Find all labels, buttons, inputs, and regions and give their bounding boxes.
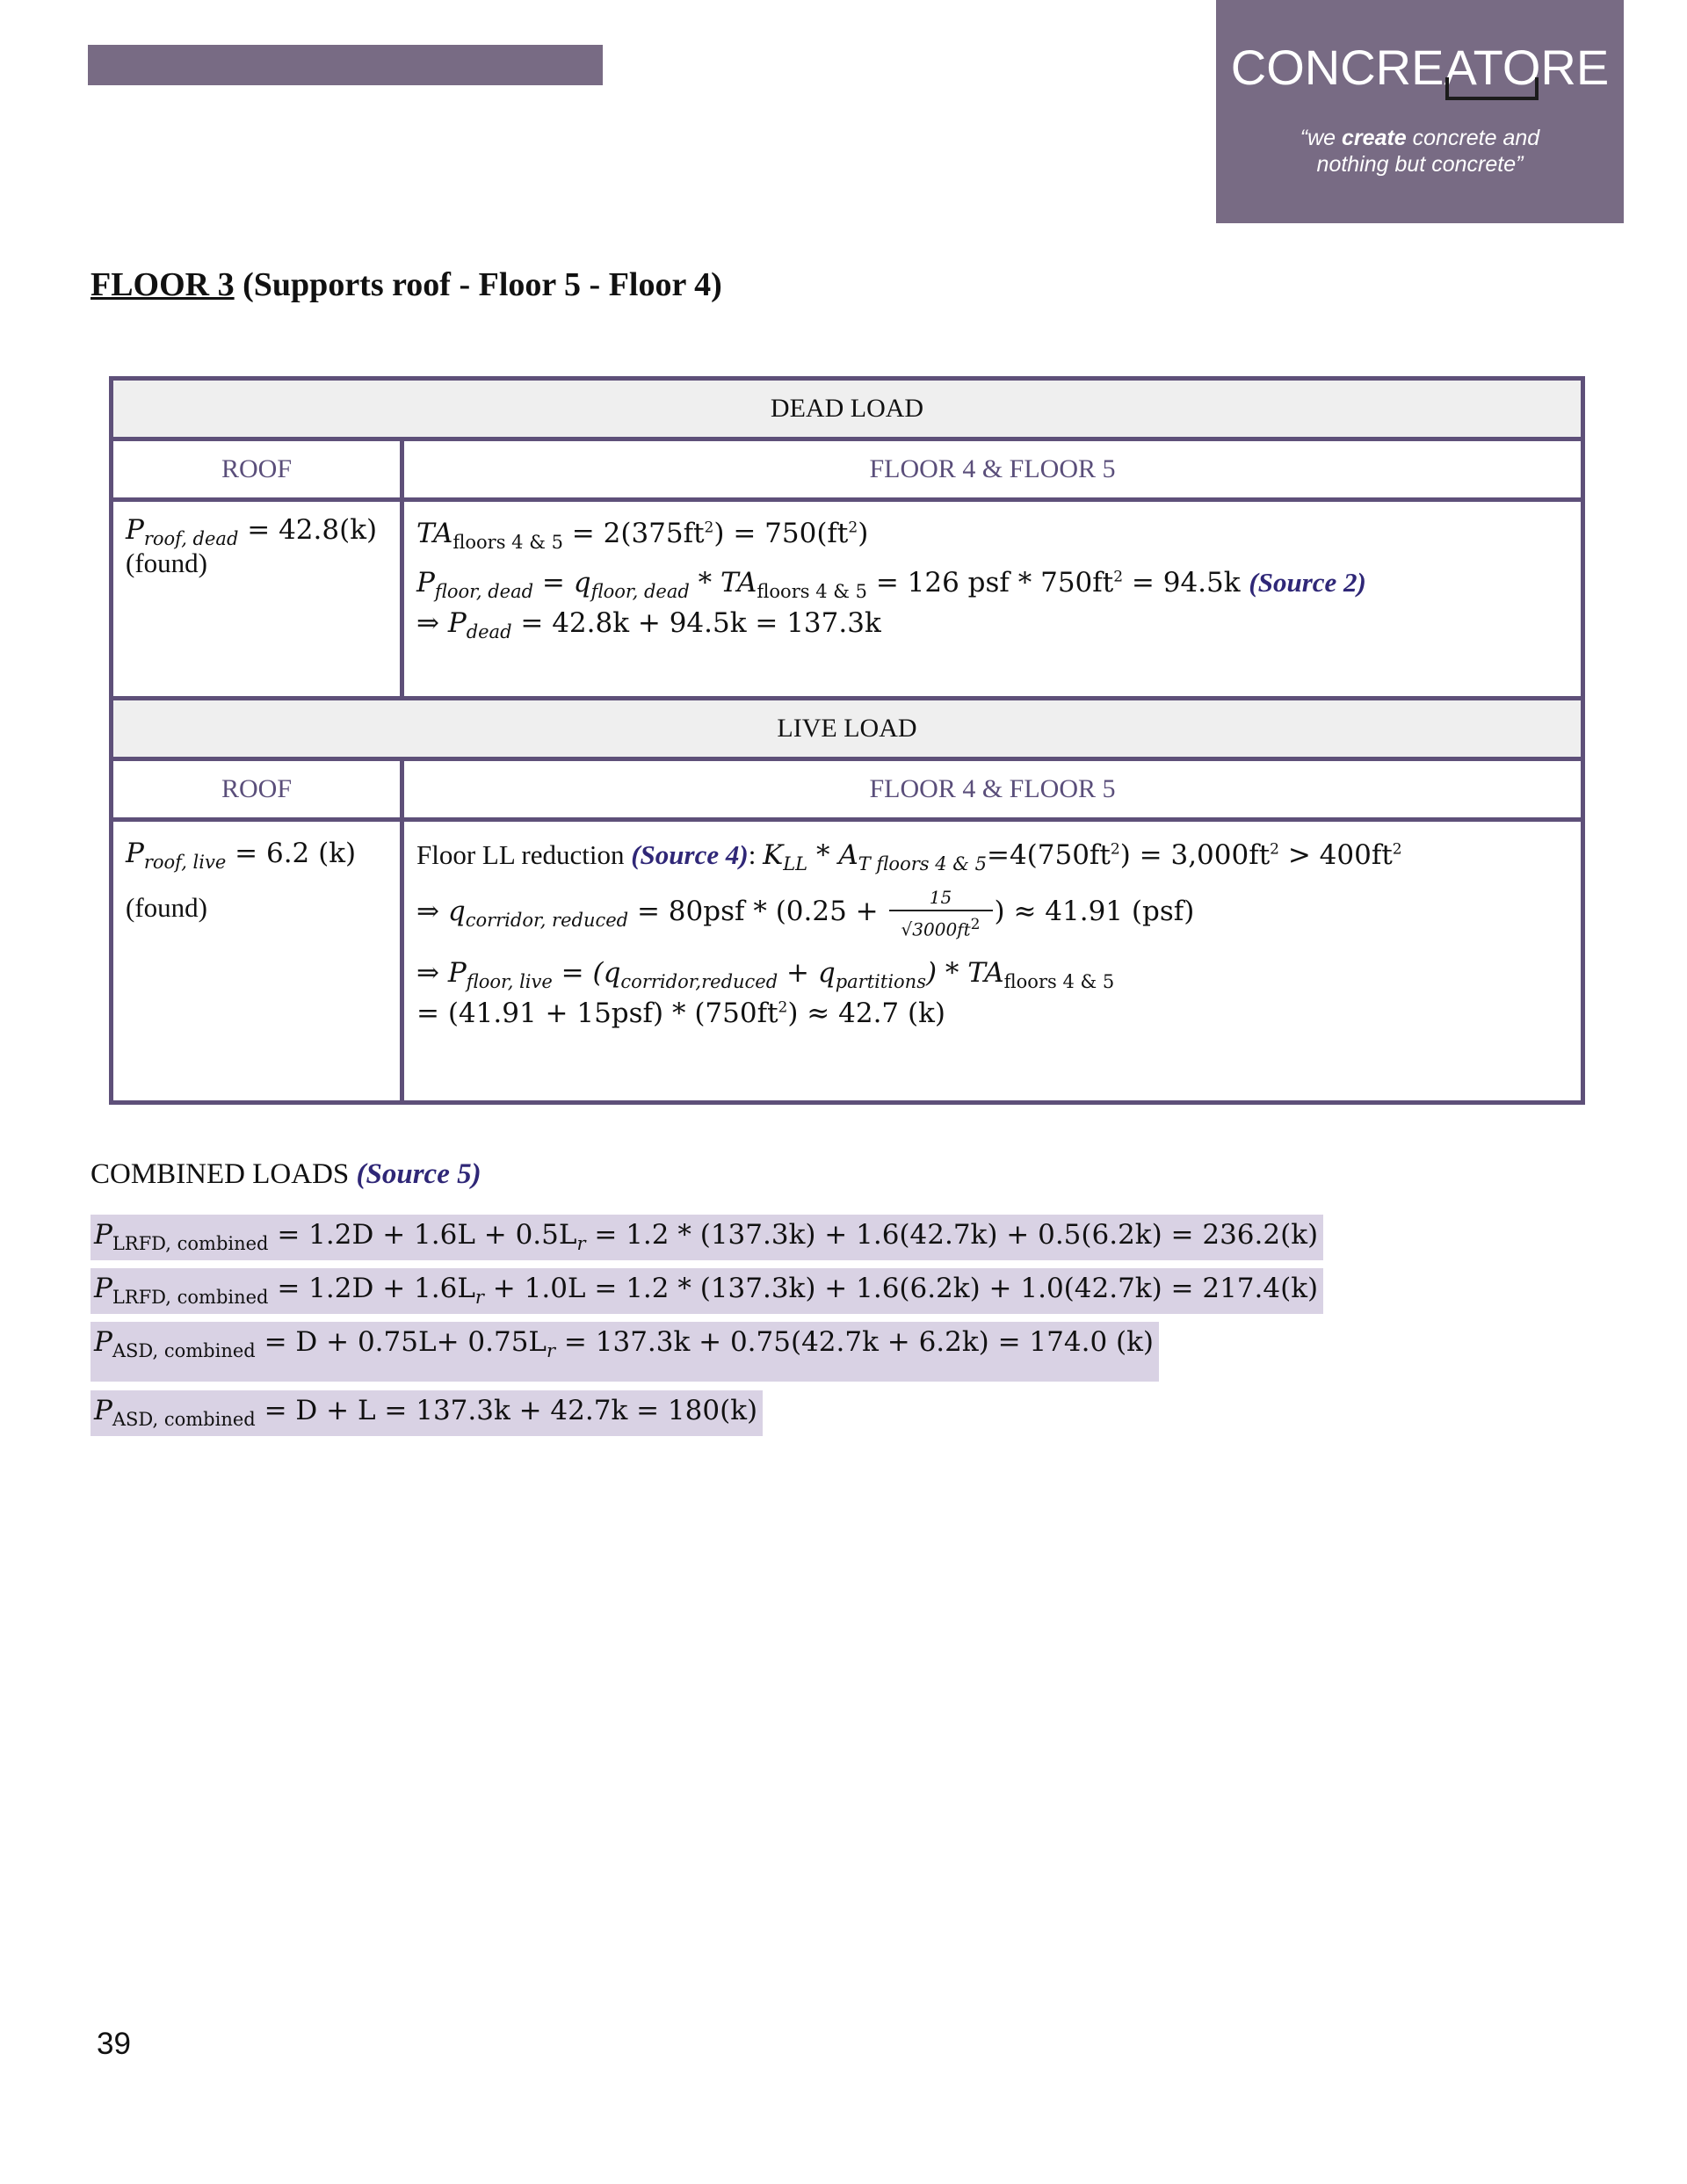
lrfd-combination-2: $P_{LRFD, combined} = 1.2D + 1.6L_r + 1.0L = 1.2 * (137.3k) + 1.6(6.2k) + 1.0(42.7k) = 217.4(k)$: [91, 1268, 1323, 1314]
combined-loads-title: COMBINED LOADS (Source 5): [91, 1158, 481, 1190]
brand-tagline: “we create concrete and nothing but concrete”: [1300, 126, 1540, 177]
tributary-area-equation: $TA_{floors 4 \& 5} = 2(375ft^2) = 750(ft^2)$: [416, 518, 869, 554]
roof-dead-equation: $P_{roof, dead} = 42.8(k)$: [126, 514, 378, 550]
live-roof-cell: [112, 820, 402, 1103]
dead-load-header: DEAD LOAD: [112, 379, 1583, 439]
header-accent-bar: [88, 45, 603, 85]
total-dead-equation: ⇒ $P_{dead} = 42.8k + 94.5k = 137.3k$: [416, 607, 881, 643]
floor-live-result: = $(41.91 + 15psf) * (750ft^2) \approx 42.7$ (k): [416, 998, 945, 1030]
page-number: 39: [97, 2027, 131, 2061]
live-roof-column-header: ROOF: [112, 759, 402, 820]
floor-live-equation: ⇒ $P_{floor, live} = (q_{corridor,reduced} + q_{partitions}) * TA_{floors 4 \& 5}$: [416, 957, 1115, 993]
roof-dead-note: (found): [126, 548, 207, 579]
dead-roof-column-header: ROOF: [112, 439, 402, 500]
asd-combination-2: $P_{ASD, combined} = D + L = 137.3k + 42.7k = 180(k)$: [91, 1390, 763, 1436]
brand-logo-box: [1216, 0, 1624, 223]
dead-roof-cell: [112, 500, 402, 699]
live-floors-column-header: FLOOR 4 & FLOOR 5: [402, 759, 1583, 820]
reduced-corridor-equation: ⇒ $q_{corridor, reduced} = 80psf * (0.25$ + $\frac{15}{√3000ft^2}$ ) ≈ 41.91 (psf): [416, 887, 1195, 940]
load-table: [109, 376, 1585, 1105]
dead-floors-cell: [402, 500, 1583, 699]
brand-bracket-mark: ATO: [1444, 40, 1541, 95]
live-load-header: LIVE LOAD: [112, 699, 1583, 759]
brand-name: CONCREATORE: [1230, 40, 1610, 95]
roof-live-equation: $P_{roof, live} = 6.2$ (k): [126, 838, 357, 874]
roof-live-note: (found): [126, 892, 207, 924]
lrfd-combination-1: $P_{LRFD, combined} = 1.2D + 1.6L + 0.5L_r = 1.2 * (137.3k) + 1.6(42.7k) + 0.5(6.2k) = 236.2(k)$: [91, 1215, 1323, 1260]
live-load-reduction-line: Floor LL reduction (Source 4): $K_{LL} * A_{T floors 4 \& 5}=4(750ft^2) = 3,000ft^2 > 400ft^2$: [416, 839, 1402, 875]
asd-combination-1: $P_{ASD, combined} = D + 0.75L+ 0.75L_r = 137.3k + 0.75(42.7k + 6.2k) = 174.0$ (k): [91, 1322, 1159, 1382]
dead-floors-column-header: FLOOR 4 & FLOOR 5: [402, 439, 1583, 500]
live-floors-cell: [402, 820, 1583, 1103]
floor-dead-equation: $P_{floor, dead} = q_{floor, dead} * TA_{floors 4 \& 5} = 126$ psf * $750ft^2 = 94.5k$ (Source 2): [416, 567, 1366, 603]
page-title: FLOOR 3 (Supports roof - Floor 5 - Floor 4): [91, 266, 722, 303]
